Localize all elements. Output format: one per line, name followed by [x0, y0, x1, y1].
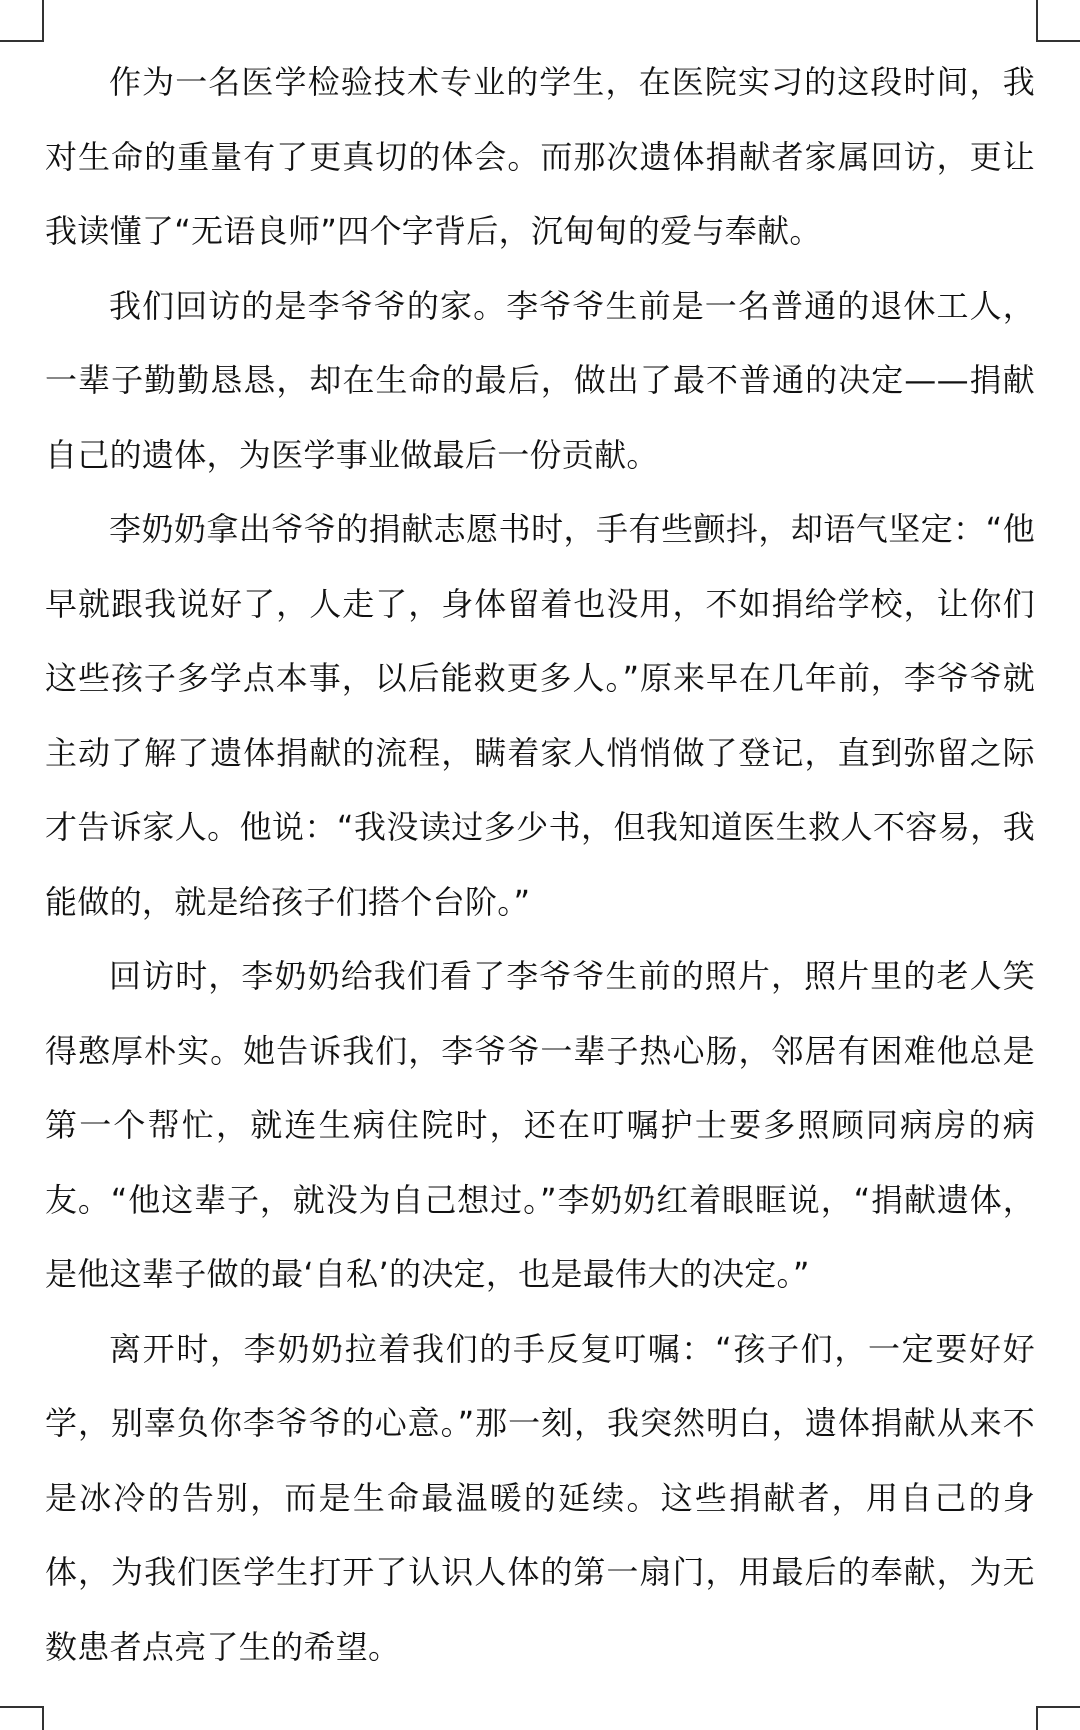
paragraph-2: 我们回访的是李爷爷的家。李爷爷生前是一名普通的退休工人，一辈子勤勤恳恳，却在生命的最后，做出了最不普通的决定——捐献自己的遗体，为医学事业做最后一份贡献。 [45, 286, 1035, 474]
crop-mark-bottom-right [1036, 1706, 1080, 1730]
crop-mark-bottom-left [0, 1706, 44, 1730]
crop-mark-top-right [1036, 0, 1080, 42]
paragraph-4: 回访时，李奶奶给我们看了李爷爷生前的照片，照片里的老人笑得憨厚朴实。她告诉我们，李爷爷一辈子热心肠，邻居有困难他总是第一个帮忙，就连生病住院时，还在叮嘱护士要多照顾同病房的病友。“他这辈子，就没为自己想过。”李奶奶红着眼眶说，“捐献遗体，是他这辈子做的最‘自私’的决定，也是最伟大的决定。” [45, 957, 1035, 1293]
paragraph-5: 离开时，李奶奶拉着我们的手反复叮嘱：“孩子们，一定要好好学，别辜负你李爷爷的心意。”那一刻，我突然明白，遗体捐献从来不是冰冷的告别，而是生命最温暖的延续。这些捐献者，用自己的身体，为我们医学生打开了认识人体的第一扇门，用最后的奉献，为无数患者点亮了生的希望。 [45, 1329, 1035, 1666]
crop-mark-top-left [0, 0, 44, 42]
paragraph-1: 作为一名医学检验技术专业的学生，在医院实习的这段时间，我对生命的重量有了更真切的体会。而那次遗体捐献者家属回访，更让我读懂了“无语良师”四个字背后，沉甸甸的爱与奉献。 [45, 63, 1035, 250]
document-body [45, 45, 1035, 1684]
paragraph-3: 李奶奶拿出爷爷的捐献志愿书时，手有些颤抖，却语气坚定：“他早就跟我说好了，人走了，身体留着也没用，不如捐给学校，让你们这些孩子多学点本事，以后能救更多人。”原来早在几年前，李爷爷就主动了解了遗体捐献的流程，瞒着家人悄悄做了登记，直到弥留之际才告诉家人。他说：“我没读过多少书，但我知道医生救人不容易，我能做的，就是给孩子们搭个台阶。” [45, 510, 1035, 921]
